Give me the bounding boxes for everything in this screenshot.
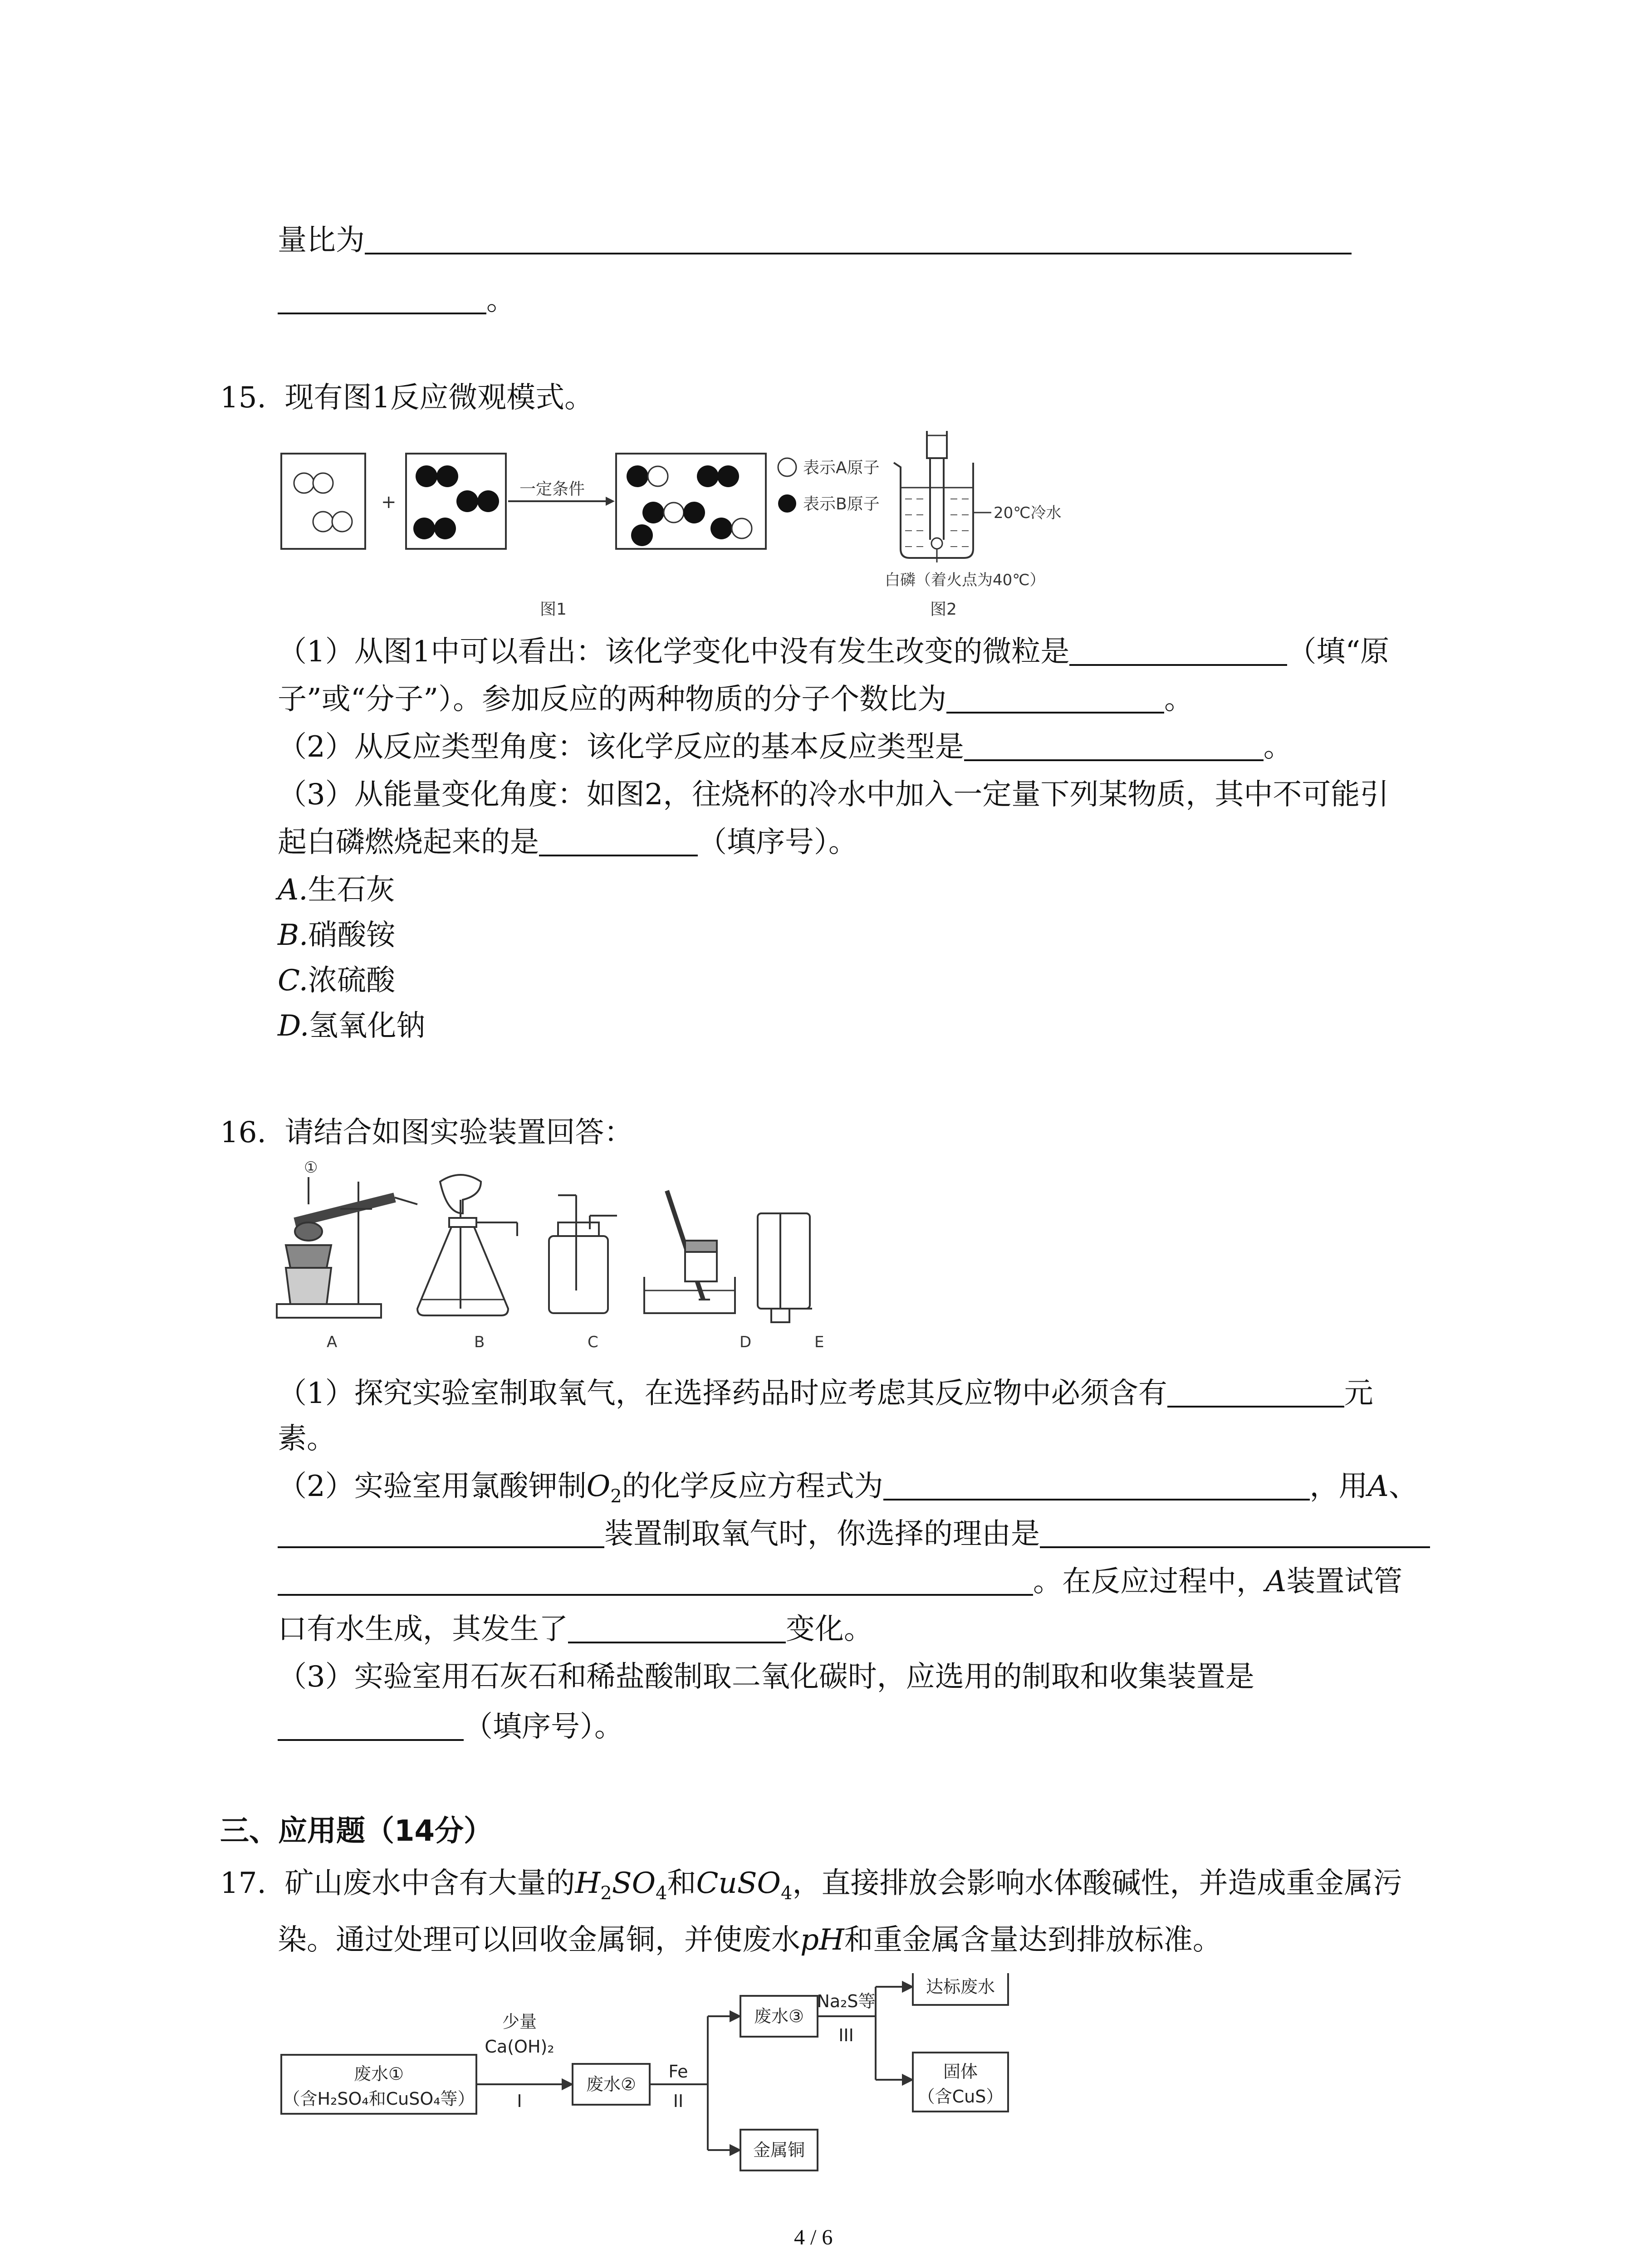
svg-text:表示A原子: 表示A原子 <box>803 459 880 477</box>
q16-part2-line1: （2）实验室用氯酸钾制$O_2$的化学反应方程式为 ，用A、 <box>278 1470 1418 1507</box>
svg-text:少量: 少量 <box>502 2012 537 2032</box>
answer-blank[interactable] <box>278 1712 464 1741</box>
svg-text:A: A <box>327 1333 338 1351</box>
q15-part2: （2）从反应类型角度：该化学反应的基本反应类型是 。 <box>278 730 1293 764</box>
svg-text:金属铜: 金属铜 <box>753 2140 805 2160</box>
svg-text:Na₂S等: Na₂S等 <box>817 1991 876 2011</box>
apparatus-a <box>277 1158 417 1318</box>
q16-part2-line2: 装置制取氧气时，你选择的理由是 <box>278 1510 1430 1552</box>
answer-blank[interactable] <box>278 285 486 314</box>
svg-text:I: I <box>517 2091 522 2111</box>
q14-line2: 。 <box>278 277 515 318</box>
apparatus-e <box>758 1213 812 1322</box>
section-heading: 三、应用题（14分） <box>220 1814 493 1848</box>
svg-text:达标废水: 达标废水 <box>926 1977 995 1997</box>
svg-text:Fe: Fe <box>668 2062 688 2082</box>
svg-text:C: C <box>588 1333 598 1351</box>
page-number: 4 / 6 <box>794 2225 833 2249</box>
q17-line1: 17. 矿山废水中含有大量的$H_2SO_4$和CuSO$_4$，直接排放会影响水体酸碱性，并造成重金属污 <box>220 1867 1402 1904</box>
answer-blank[interactable] <box>278 1519 604 1548</box>
q16-part2-line3: 。在反应过程中，A装置试管 <box>278 1558 1402 1600</box>
option-c[interactable]: C.浓硫酸 <box>278 964 396 997</box>
q15-part1-line1: （1）从图1中可以看出：该化学变化中没有发生改变的微粒是 （填“原 <box>278 635 1390 669</box>
svg-text:白磷（着火点为40℃）: 白磷（着火点为40℃） <box>885 571 1045 589</box>
answer-blank[interactable] <box>964 732 1264 761</box>
answer-blank[interactable] <box>568 1614 786 1643</box>
reaction-condition: 一定条件 <box>519 480 585 499</box>
svg-text:表示B原子: 表示B原子 <box>803 495 880 513</box>
q16-stem: 16. 请结合如图实验装置回答： <box>220 1116 633 1149</box>
answer-blank[interactable] <box>1167 1378 1344 1408</box>
option-a[interactable]: A.生石灰 <box>278 873 395 907</box>
option-d[interactable]: D.氢氧化钠 <box>278 1009 426 1043</box>
q14-line1: 量比为 <box>278 217 1352 259</box>
svg-text:D: D <box>740 1333 752 1351</box>
svg-text:固体: 固体 <box>943 2062 978 2082</box>
q17-line2: 染。通过处理可以回收金属铜，并使废水pH和重金属含量达到排放标准。 <box>278 1923 1222 1957</box>
apparatus-b <box>417 1175 517 1315</box>
q15-part3-line2: 起白磷燃烧起来的是 （填序号）。 <box>278 826 857 859</box>
option-b[interactable]: B.硝酸铵 <box>278 919 396 952</box>
apparatus-d <box>644 1191 735 1313</box>
svg-text:（含H₂SO₄和CuSO₄等）: （含H₂SO₄和CuSO₄等） <box>283 2089 475 2109</box>
answer-blank[interactable] <box>365 225 1352 254</box>
answer-blank[interactable] <box>1040 1519 1430 1548</box>
q16-apparatus-figure <box>268 1154 903 1354</box>
q17-flowchart <box>272 1973 1089 2173</box>
plus-sign: + <box>381 492 397 513</box>
figure2-caption: 图2 <box>930 600 957 619</box>
svg-text:Ca(OH)₂: Ca(OH)₂ <box>485 2037 554 2057</box>
apparatus-c <box>549 1195 617 1313</box>
q16-part1-line1: （1）探究实验室制取氧气，在选择药品时应考虑其反应物中必须含有 元 <box>278 1377 1373 1410</box>
svg-text:废水③: 废水③ <box>754 2006 804 2026</box>
svg-text:废水②: 废水② <box>586 2074 637 2094</box>
atom-a-icon <box>778 458 796 476</box>
answer-blank[interactable] <box>883 1471 1310 1501</box>
answer-blank[interactable] <box>946 684 1164 714</box>
answer-blank[interactable] <box>1069 637 1287 666</box>
svg-text:①: ① <box>304 1158 318 1177</box>
svg-text:（含CuS）: （含CuS） <box>917 2087 1004 2107</box>
svg-text:II: II <box>673 2091 684 2111</box>
q15-part3-line1: （3）从能量变化角度：如图2，往烧杯的冷水中加入一定量下列某物质，其中不可能引 <box>278 778 1389 811</box>
svg-text:B: B <box>474 1333 485 1351</box>
svg-text:20℃冷水: 20℃冷水 <box>994 504 1062 522</box>
answer-blank[interactable] <box>278 1567 1033 1596</box>
q16-part3-line2: （填序号）。 <box>278 1703 623 1745</box>
q16-part1-line2: 素。 <box>278 1422 336 1456</box>
answer-blank[interactable] <box>539 827 698 856</box>
q15-figure <box>272 431 1134 626</box>
q15-stem: 15. 现有图1反应微观模式。 <box>220 381 594 415</box>
svg-text:废水①: 废水① <box>353 2064 404 2084</box>
atom-b-icon <box>778 494 796 513</box>
q16-part2-line4: 口有水生成，其发生了 变化。 <box>278 1613 873 1646</box>
q16-part3-line1: （3）实验室用石灰石和稀盐酸制取二氧化碳时，应选用的制取和收集装置是 <box>278 1660 1254 1694</box>
figure1-caption: 图1 <box>540 600 567 619</box>
q15-part1-line2: 子”或“分子”）。参加反应的两种物质的分子个数比为 。 <box>278 683 1194 716</box>
beaker-figure <box>885 431 1061 619</box>
reactant-a-box <box>281 454 365 549</box>
svg-text:E: E <box>814 1333 824 1351</box>
svg-text:III: III <box>838 2025 854 2045</box>
